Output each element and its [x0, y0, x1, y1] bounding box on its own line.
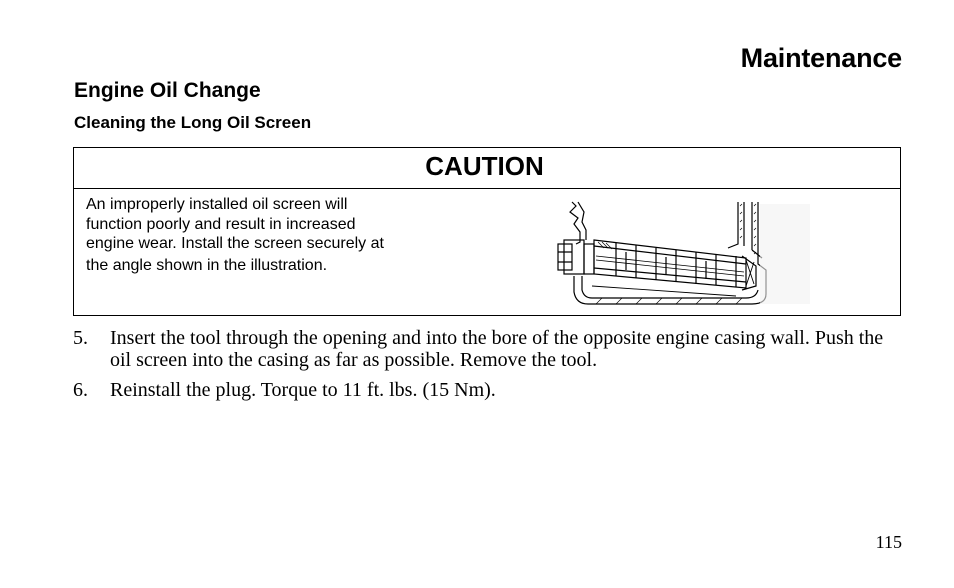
step-text: Insert the tool through the opening and into the bore of the opposite engine casing wall. Push the oil screen into the casing as far as possible. Remove the tool.: [110, 327, 884, 371]
caution-line: engine wear. Install the screen securely at: [86, 235, 384, 252]
page-number: 115: [875, 532, 902, 552]
section-title: Maintenance: [740, 43, 902, 73]
caution-line: the angle shown in the illustration.: [86, 256, 328, 274]
page-heading: Engine Oil Change: [74, 79, 261, 102]
caution-text: [86, 195, 446, 275]
oil-screen-cross-section-illustration: [556, 200, 812, 306]
page-subheading: Cleaning the Long Oil Screen: [74, 113, 312, 132]
caution-box: [73, 147, 901, 316]
caution-title: CAUTION: [74, 148, 900, 189]
caution-line: An improperly installed oil screen will: [86, 196, 348, 213]
steps-list: [73, 327, 903, 409]
list-item: [73, 327, 903, 371]
step-number: 5.: [73, 327, 88, 349]
step-number: 6.: [73, 379, 88, 401]
list-item: [73, 379, 903, 401]
caution-line: function poorly and result in increased: [86, 215, 356, 233]
step-text: Reinstall the plug. Torque to 11 ft. lbs. (15 Nm).: [110, 379, 496, 401]
